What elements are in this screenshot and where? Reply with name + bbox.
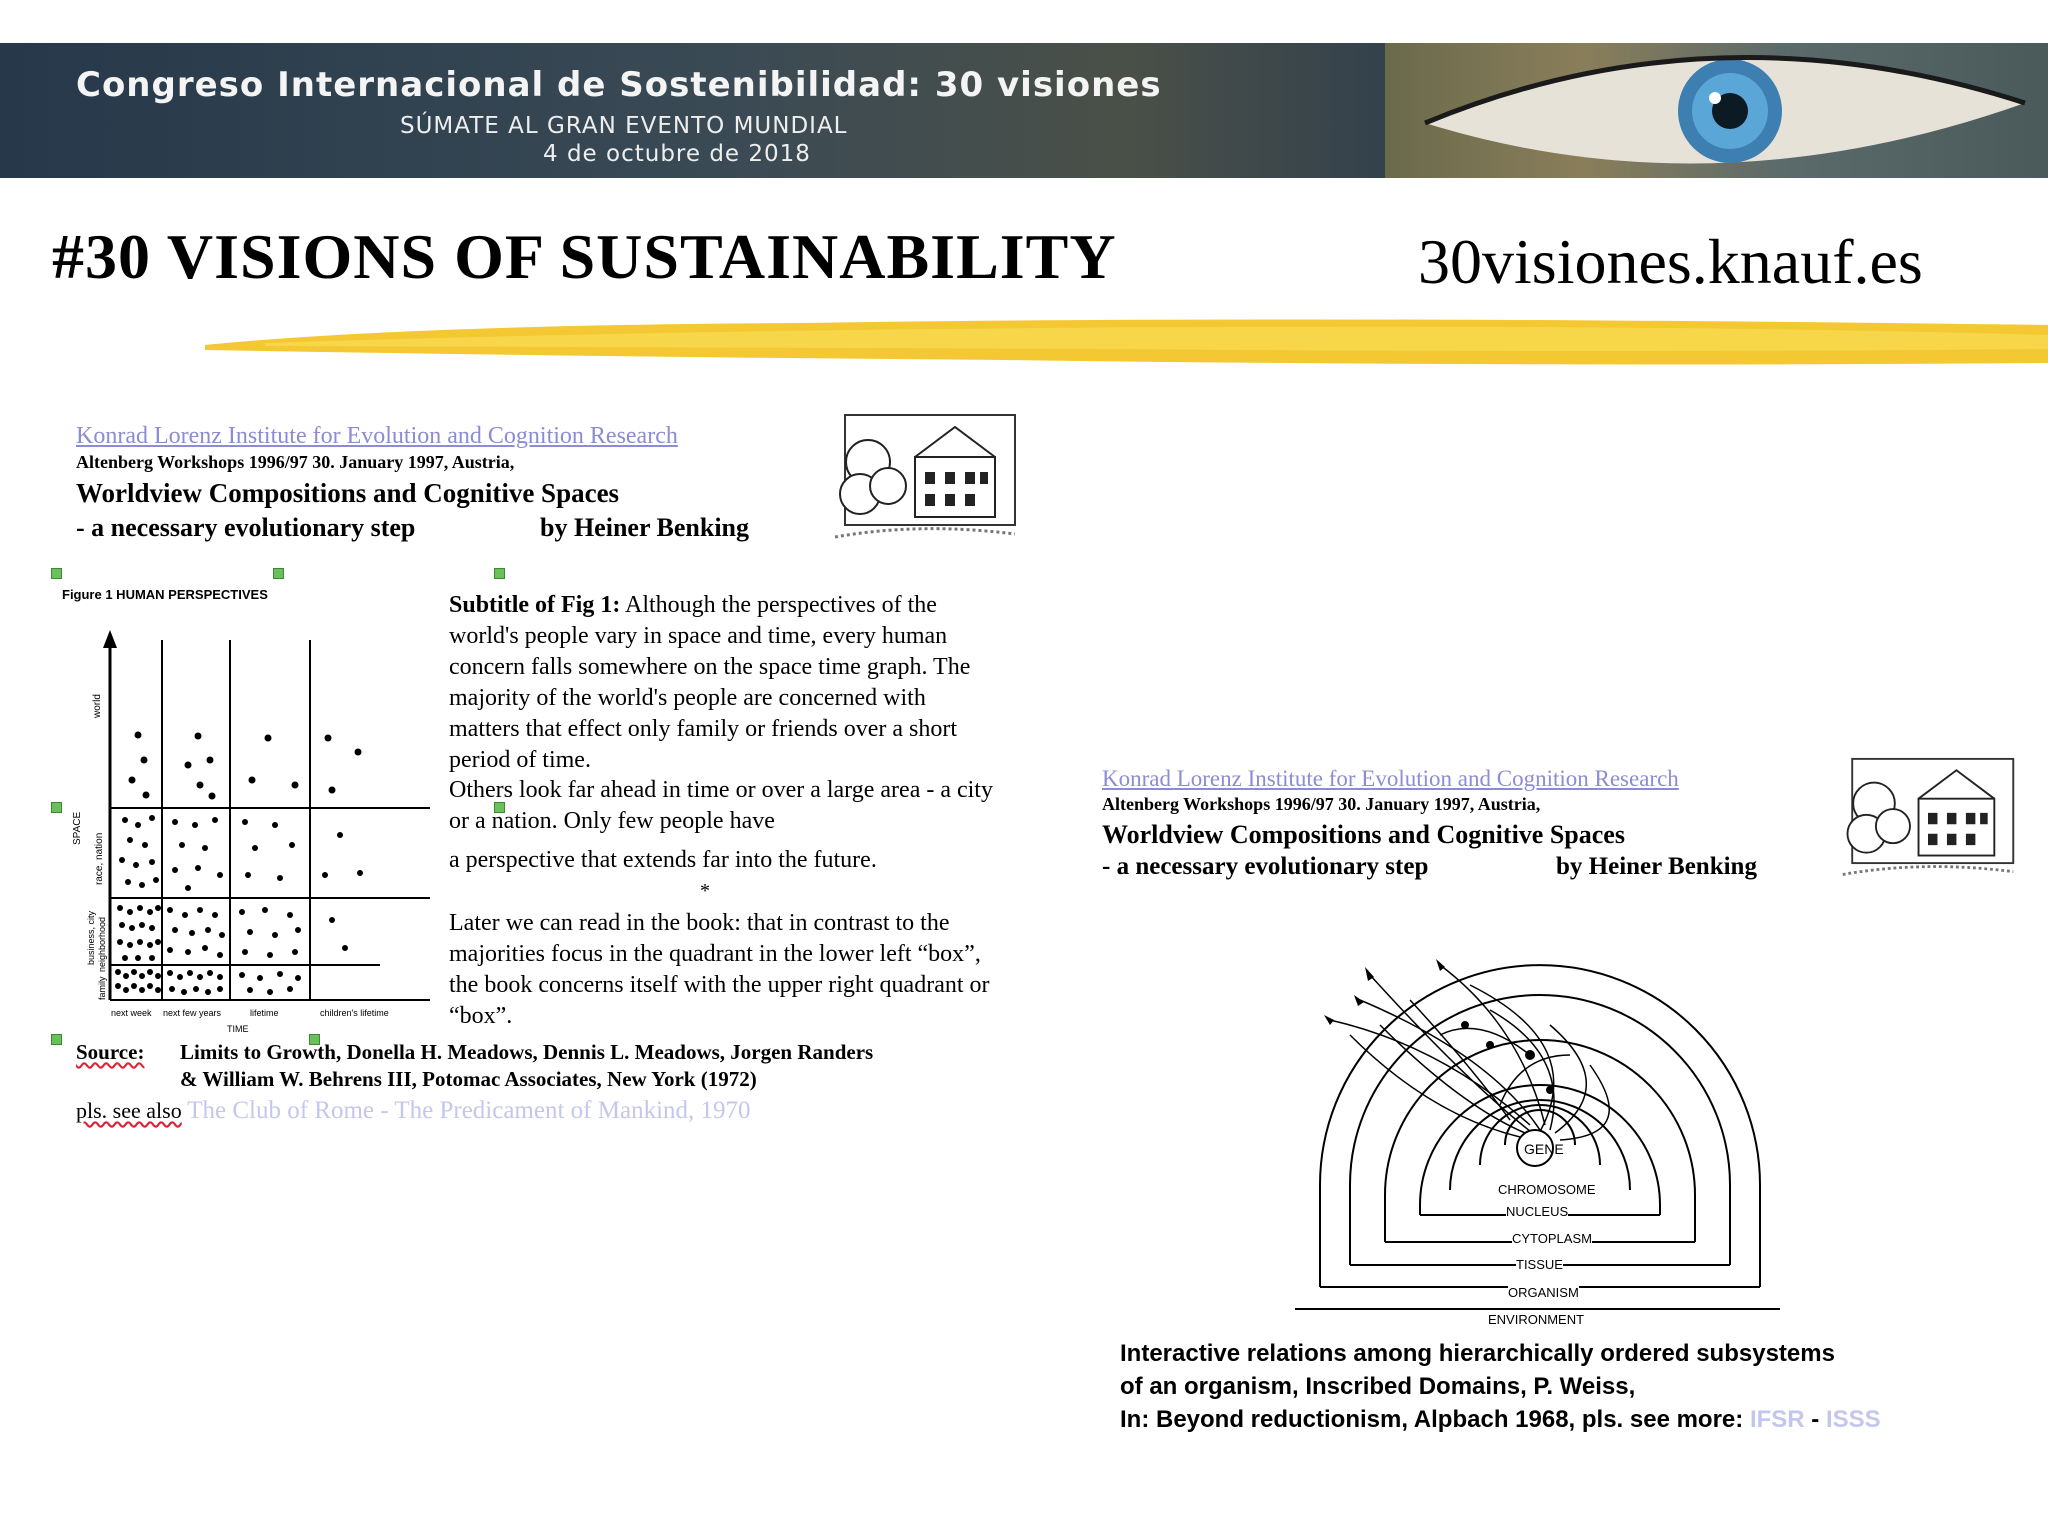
selection-handle[interactable] [51,802,62,813]
ifsr-link[interactable]: IFSR [1749,1406,1805,1433]
doc-author-right: by Heiner Benking [1556,853,1757,880]
source-line-1: Limits to Growth, Donella H. Meadows, Dennis L. Meadows, Jorgen Randers [180,1040,874,1064]
subtitle-label: Subtitle of Fig 1: [449,592,621,618]
label-cytoplasm: CYTOPLASM [1512,1231,1592,1246]
institute-building-icon-right [1838,755,2018,885]
caption-line-3-text: In: Beyond reductionism, Alpbach 1968, pls. see more: [1120,1406,1744,1433]
asterisk: * [700,880,710,902]
label-gene: GENE [1524,1141,1564,1157]
label-environment: ENVIRONMENT [1488,1312,1585,1327]
link-separator: - [1811,1406,1820,1433]
figure-caption: Figure 1 HUMAN PERSPECTIVES [62,587,268,602]
workshop-line: Altenberg Workshops 1996/97 30. January 1997, Austria, [76,452,515,472]
paragraph-1: Although the perspectives of the world's people vary in space and time, every human concern falls somewhere on the space time graph. The majority of the world's people are concerned with matters that effect only family or friends over a short period of time. [449,592,971,773]
institute-link-right[interactable]: Konrad Lorenz Institute for Evolution and Cognition Research [1102,766,1679,791]
institute-link[interactable]: Konrad Lorenz Institute for Evolution and Cognition Research [76,423,678,449]
doc-title: Worldview Compositions and Cognitive Spaces [76,478,620,508]
caption-line-3 [1120,1406,1881,1434]
see-also-year: , 1970 [688,1097,751,1124]
axis-label-nation: race, nation [94,832,105,885]
banner-subtitle: SÚMATE AL GRAN EVENTO MUNDIAL [400,113,848,139]
site-url[interactable]: 30visiones.knauf.es [1418,226,1923,297]
selection-handle[interactable] [51,568,62,579]
x-label-next-week: next week [111,1008,152,1018]
label-organism: ORGANISM [1508,1285,1579,1300]
x-label-lifetime: lifetime [250,1008,279,1018]
doc-subtitle-right: - a necessary evolutionary step [1102,853,1429,880]
doc-author: by Heiner Benking [540,513,750,542]
label-tissue: TISSUE [1516,1257,1563,1272]
axis-label-space: SPACE [72,811,83,845]
page-title: #30 VISIONS OF SUSTAINABILITY [52,221,1117,292]
axis-label-neighborhood: neighborhood [97,916,107,972]
axis-label-world: world [92,694,103,718]
yellow-brush-stroke [205,305,2048,375]
x-label-childrens-lifetime: children's lifetime [320,1008,389,1018]
eye-image [1385,43,2048,178]
see-also-label: pls. see also [76,1098,182,1123]
paragraph-2: Others look far ahead in time or over a large area - a city or a nation. Only few people have [449,777,993,834]
caption-line-2: of an organism, Inscribed Domains, P. Weiss, [1120,1373,1636,1400]
paragraph-4: Later we can read in the book: that in contrast to the majorities focus in the quadrant in the lower left “box”, the book concerns itself with the upper right quadrant or “box”. [449,910,990,1029]
human-perspectives-figure [70,630,430,1050]
institute-building-icon [830,412,1020,547]
x-label-next-few-years: next few years [163,1008,222,1018]
club-of-rome-link[interactable]: The Club of Rome - The Predicament of Mankind [187,1097,689,1124]
label-nucleus: NUCLEUS [1506,1204,1569,1219]
banner-date: 4 de octubre de 2018 [543,141,811,167]
see-also-line [76,1097,751,1125]
banner-title: Congreso Internacional de Sostenibilidad: 30 visiones [76,65,1162,105]
workshop-line-right: Altenberg Workshops 1996/97 30. January 1997, Austria, [1102,794,1541,814]
caption-line-1: Interactive relations among hierarchically ordered subsystems [1120,1340,1835,1367]
axis-label-city: business, city [86,910,96,965]
paragraph-3: a perspective that extends far into the future. [449,847,877,873]
doc-title-right: Worldview Compositions and Cognitive Spaces [1102,820,1625,849]
source-label: Source: [76,1040,145,1064]
x-axis-title: TIME [227,1024,249,1034]
selection-handle[interactable] [273,568,284,579]
label-chromosome: CHROMOSOME [1498,1182,1596,1197]
fig1-subtitle-text [449,590,999,776]
axis-label-family: family [97,976,107,1000]
eye-icon [1385,43,2048,178]
source-line-2: & William W. Behrens III, Potomac Associates, New York (1972) [180,1067,757,1091]
selection-handle[interactable] [51,1034,62,1045]
doc-subtitle: - a necessary evolutionary step [76,513,416,542]
selection-handle[interactable] [494,568,505,579]
isss-link[interactable]: ISSS [1825,1406,1881,1433]
event-banner [0,43,2048,178]
